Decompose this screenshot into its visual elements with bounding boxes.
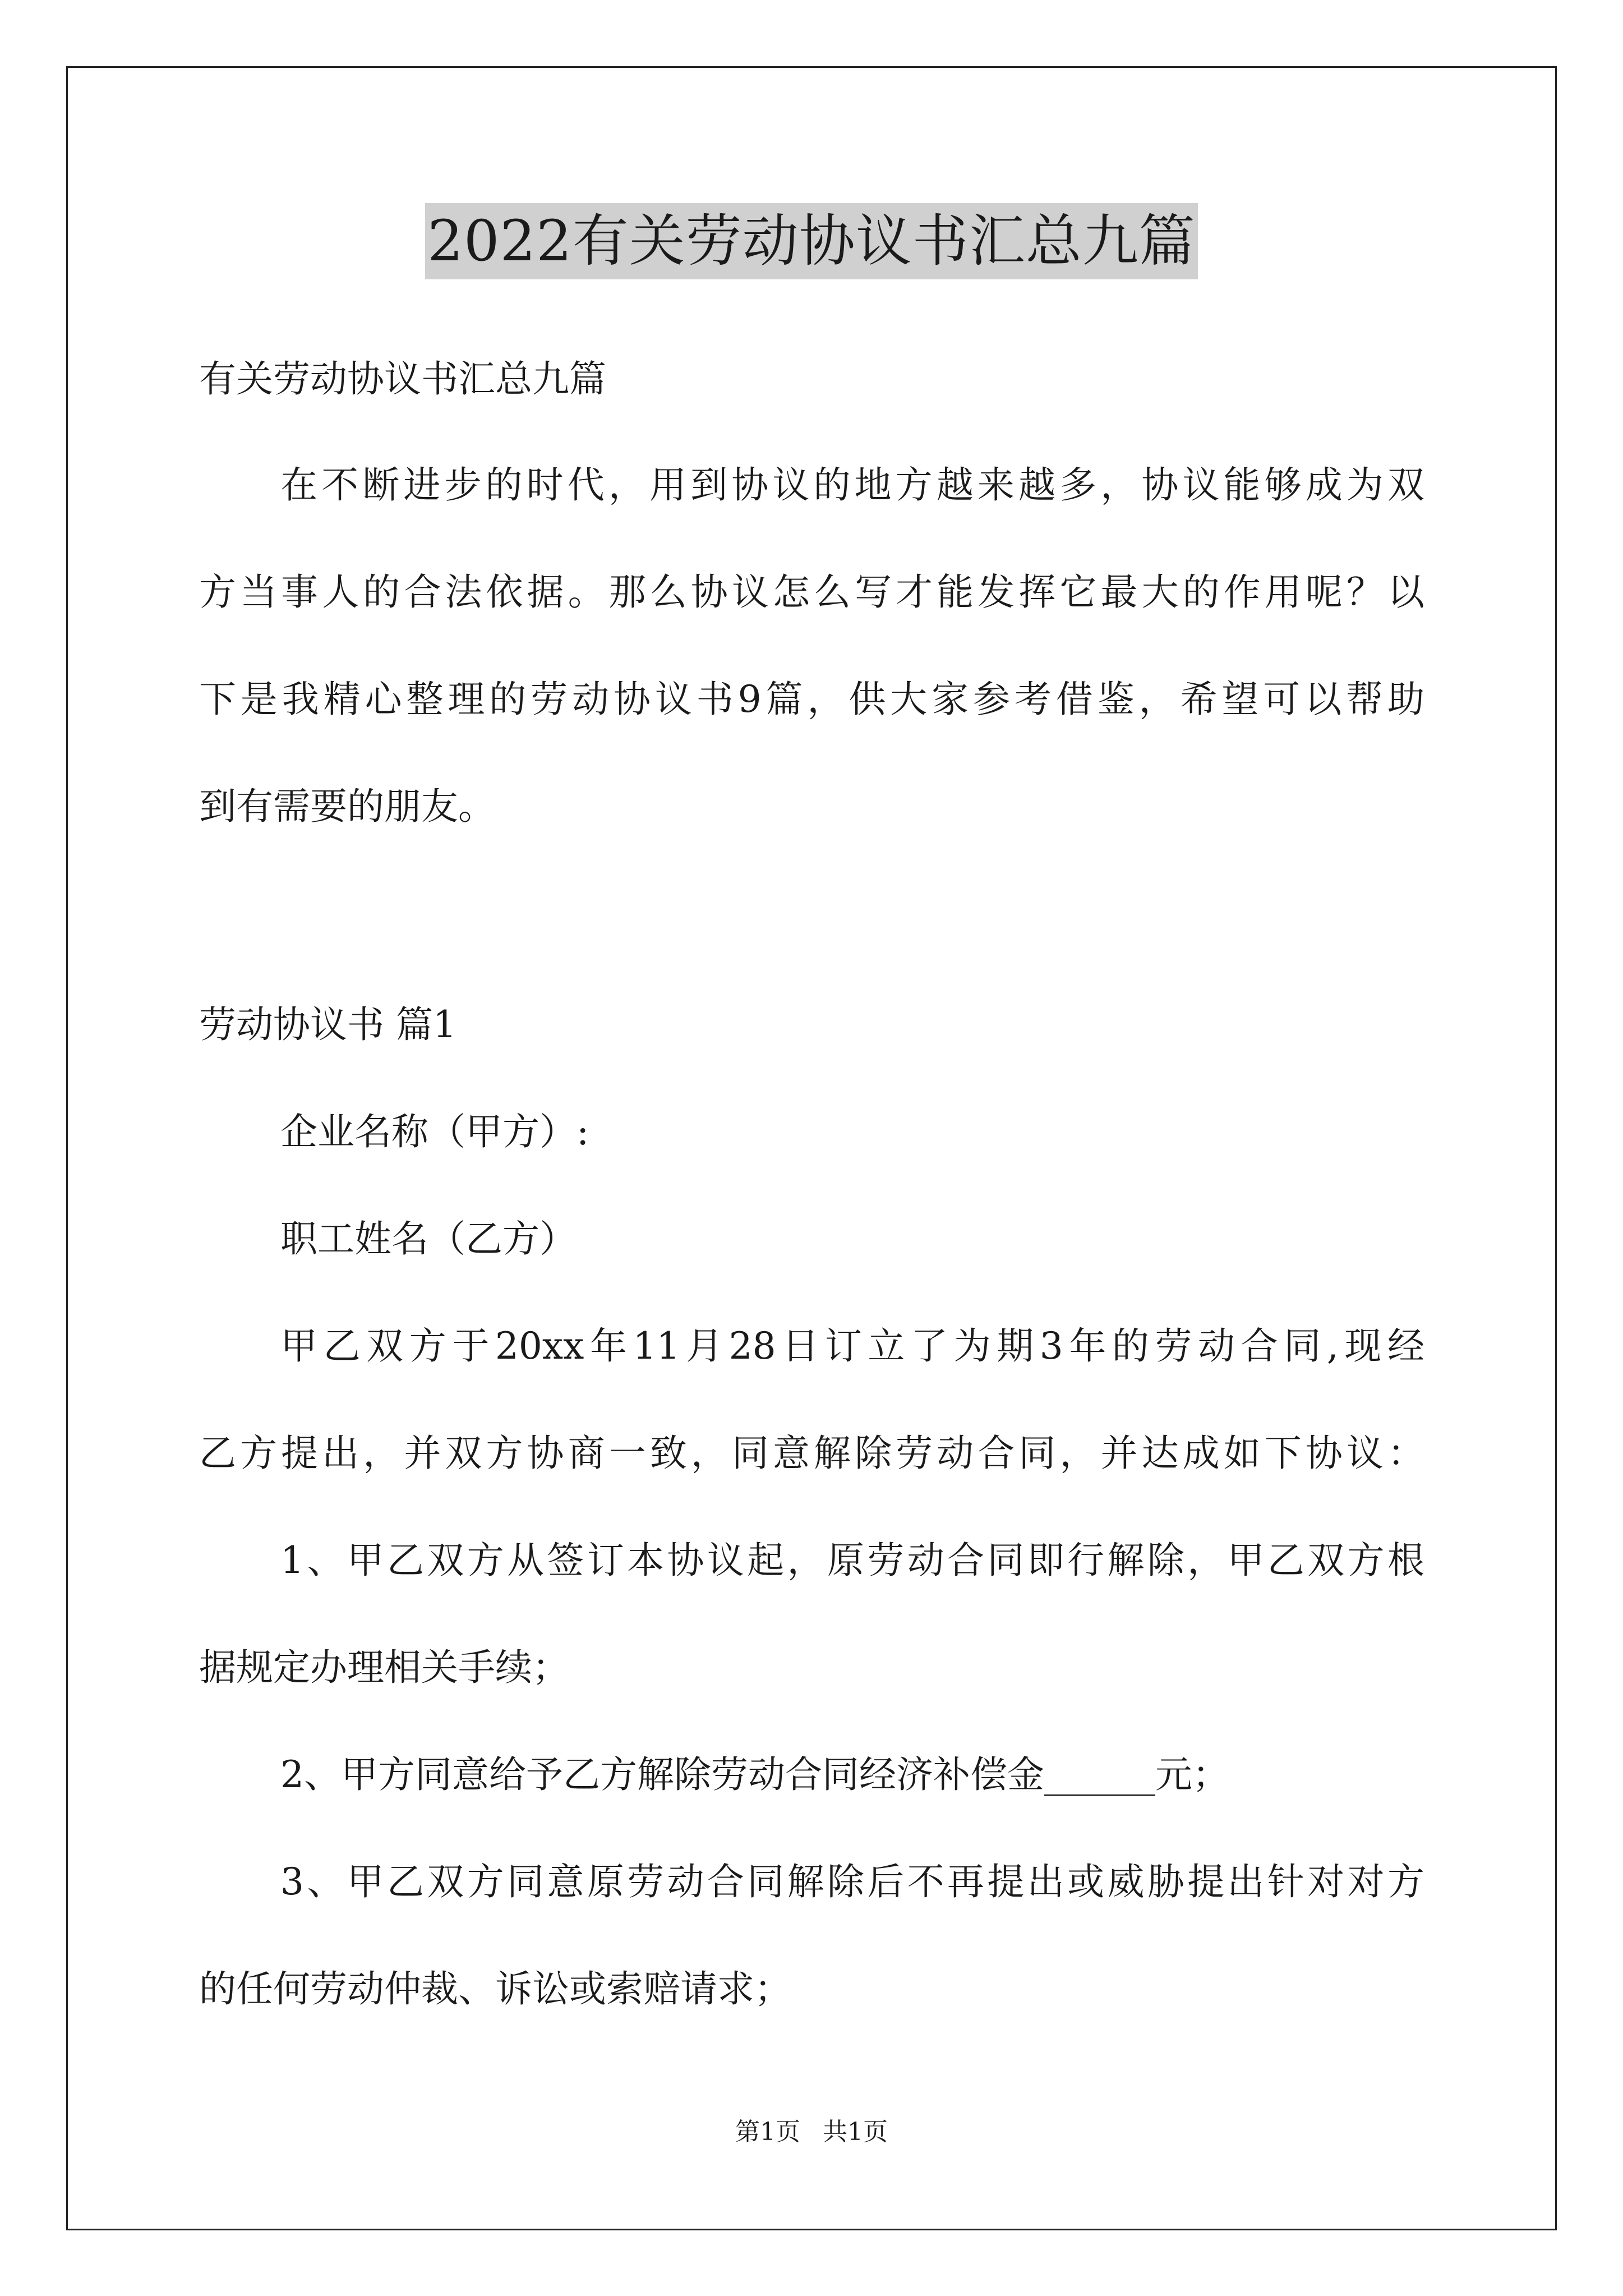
body-line-5: 2、甲方同意给予乙方解除劳动合同经济补偿金______元； — [280, 1753, 1229, 1796]
title-container — [0, 203, 1623, 282]
body-line-2: 乙方提出，并双方协商一致，同意解除劳动合同，并达成如下协议： — [199, 1432, 1424, 1475]
intro-line-1: 在不断进步的时代，用到协议的地方越来越多，协议能够成为双 — [280, 463, 1424, 507]
body-line-7: 的任何劳动仲裁、诉讼或索赔请求； — [199, 1967, 791, 2010]
page-number-total: 共1页 — [823, 2118, 888, 2146]
intro-line-3: 下是我精心整理的劳动协议书9篇，供大家参考借鉴，希望可以帮助 — [199, 678, 1424, 721]
body-line-1: 甲乙双方于20xx年11月28日订立了为期3年的劳动合同,现经 — [280, 1324, 1424, 1368]
body-line-6: 3、甲乙双方同意原劳动合同解除后不再提出或威胁提出针对对方 — [280, 1860, 1424, 1903]
document-subtitle: 有关劳动协议书汇总九篇 — [199, 357, 606, 401]
section-heading: 劳动协议书 篇1 — [199, 1003, 457, 1046]
body-line-3: 1、甲乙双方从签订本协议起，原劳动合同即行解除，甲乙双方根 — [280, 1539, 1424, 1582]
body-line-4: 据规定办理相关手续； — [199, 1646, 569, 1689]
party-b-line: 职工姓名（乙方） — [280, 1217, 577, 1260]
page-footer — [0, 2116, 1623, 2148]
intro-line-4: 到有需要的朋友。 — [199, 785, 495, 828]
party-a-line: 企业名称（甲方）: — [280, 1110, 589, 1153]
page-number-current: 第1页 — [735, 2118, 800, 2146]
intro-line-2: 方当事人的合法依据。那么协议怎么写才能发挥它最大的作用呢？以 — [199, 570, 1424, 614]
document-title: 2022有关劳动协议书汇总九篇 — [425, 203, 1198, 279]
